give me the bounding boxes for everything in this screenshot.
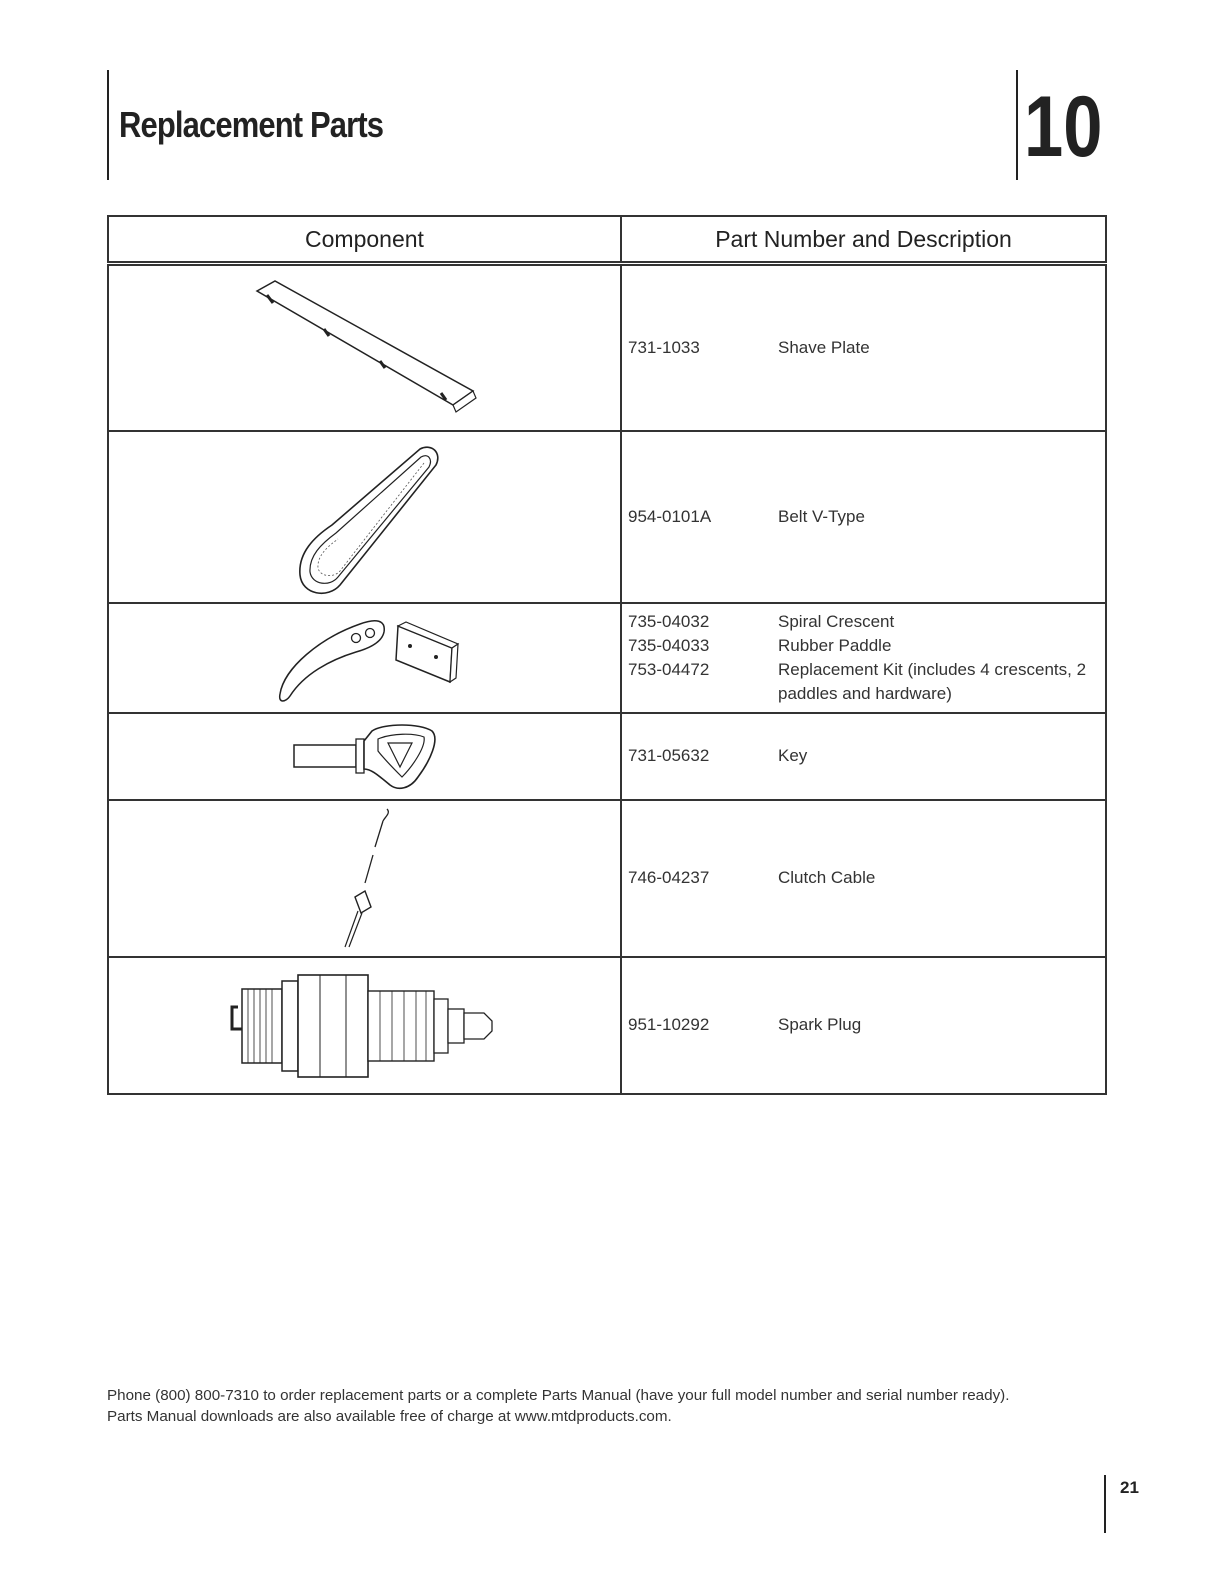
part-entry [628, 634, 1105, 658]
spiral-paddle-image [108, 603, 621, 713]
part-cell [621, 713, 1106, 800]
part-description: Belt V-Type [778, 506, 865, 526]
table-row [108, 800, 1106, 957]
part-description: Shave Plate [778, 337, 870, 357]
header-rule-right [1016, 70, 1018, 180]
footer-line-downloads: Parts Manual downloads are also available free of charge at www.mtdproducts.com. [107, 1408, 672, 1425]
part-description-header: Part Number and Description [621, 216, 1106, 264]
footer-note [107, 1385, 1117, 1427]
table-row [108, 431, 1106, 603]
part-entry [628, 744, 1105, 768]
part-description: Spiral Crescent [778, 611, 895, 631]
table-header-row [108, 216, 1106, 264]
part-number: 951-10292 [628, 1015, 710, 1034]
part-cell [621, 957, 1106, 1094]
part-number: 735-04032 [628, 611, 710, 631]
spark-plug-image [108, 957, 621, 1094]
key-image [108, 713, 621, 800]
table-row [108, 264, 1106, 431]
chapter-number: 10 [1024, 79, 1103, 175]
part-number: 735-04033 [628, 635, 710, 655]
header-rule-left [107, 70, 109, 180]
part-entry [628, 336, 1105, 360]
part-cell [621, 603, 1106, 713]
page-number-rule [1104, 1475, 1106, 1533]
part-description: Spark Plug [778, 1015, 862, 1034]
part-description: Rubber Paddle [778, 635, 892, 655]
part-entry [628, 658, 1105, 706]
table-row [108, 713, 1106, 800]
part-number: 753-04472 [628, 659, 710, 679]
part-cell [621, 264, 1106, 431]
parts-table [107, 215, 1107, 1095]
part-number: 954-0101A [628, 506, 712, 526]
part-description: Key [778, 746, 808, 765]
component-header: Component [108, 216, 621, 264]
part-entry [628, 1013, 1105, 1037]
part-entry [628, 866, 1105, 890]
part-number: 746-04237 [628, 868, 710, 887]
part-number: 731-05632 [628, 746, 710, 765]
part-entry [628, 505, 1105, 529]
shave-plate-image [108, 264, 621, 431]
belt-image [108, 431, 621, 603]
clutch-cable-image [108, 800, 621, 957]
part-description: Replacement Kit (includes 4 crescents, 2 paddles and hardware) [778, 659, 1087, 703]
part-cell [621, 800, 1106, 957]
part-cell [621, 431, 1106, 603]
part-description: Clutch Cable [778, 868, 876, 887]
footer-line-phone: Phone (800) 800-7310 to order replacement parts or a complete Parts Manual (have your full model number and serial number ready). [107, 1387, 1010, 1404]
page-title: Replacement Parts [119, 104, 384, 145]
part-number: 731-1033 [628, 337, 700, 357]
table-row [108, 957, 1106, 1094]
part-entry [628, 610, 1105, 634]
page-number: 21 [1120, 1478, 1139, 1497]
table-row [108, 603, 1106, 713]
